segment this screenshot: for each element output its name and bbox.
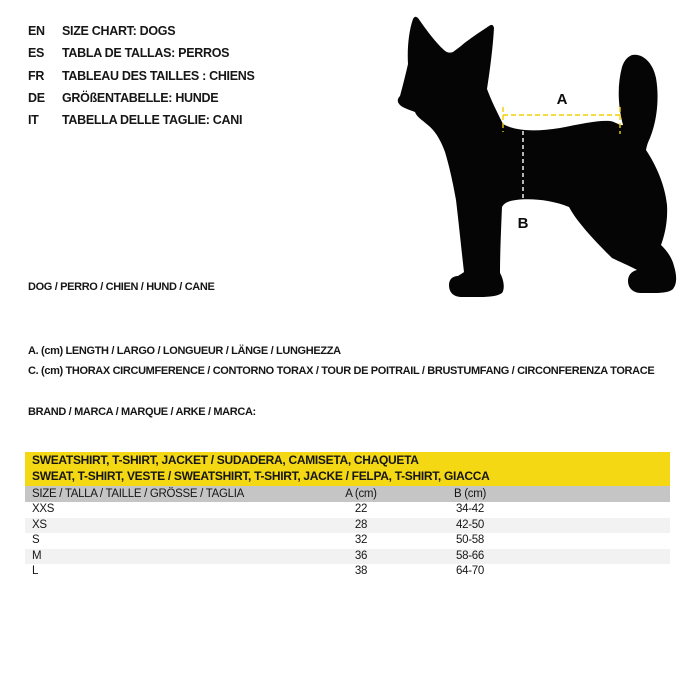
table-row-m — [25, 549, 670, 565]
language-code: IT — [28, 113, 39, 128]
cell-size: S — [32, 534, 40, 546]
table-title — [25, 452, 670, 486]
caption-thorax: C. (cm) THORAX CIRCUMFERENCE / CONTORNO TORAX / TOUR DE POITRAIL / BRUSTUMFANG / CIRCONFERENZA TORACE — [28, 364, 655, 377]
measure-b-label: B — [517, 215, 529, 232]
table-row-l — [25, 564, 670, 580]
language-row-en — [28, 20, 255, 42]
cell-a: 28 — [354, 518, 368, 531]
dog-measurement-diagram — [388, 0, 700, 312]
language-label: TABLA DE TALLAS: PERROS — [62, 46, 230, 61]
language-label: SIZE CHART: DOGS — [62, 24, 176, 38]
measure-a-label: A — [556, 91, 568, 108]
language-row-fr — [28, 65, 255, 87]
caption-length: A. (cm) LENGTH / LARGO / LONGUEUR / LÄNGE / LUNGHEZZA — [28, 345, 341, 357]
table-header-row — [25, 486, 670, 502]
cell-b: 64-70 — [456, 565, 484, 577]
cell-b: 34-42 — [456, 503, 484, 515]
language-code: FR — [28, 68, 45, 83]
table-row-xxs — [25, 502, 670, 518]
table-title-line2: SWEAT, T-SHIRT, VESTE / SWEATSHIRT, T-SHIRT, JACKE / FELPA, T-SHIRT, GIACCA — [32, 468, 490, 483]
size-table — [25, 452, 670, 580]
table-row-s — [25, 533, 670, 549]
language-label: GRÖßENTABELLE: HUNDE — [62, 90, 219, 105]
caption-animal: DOG / PERRO / CHIEN / HUND / CANE — [28, 281, 215, 293]
cell-b: 58-66 — [456, 549, 484, 562]
dog-silhouette-icon — [398, 17, 676, 297]
table-title-line1: SWEATSHIRT, T-SHIRT, JACKET / SUDADERA, CAMISETA, CHAQUETA — [32, 453, 419, 467]
cell-size: XS — [32, 518, 47, 531]
column-header-b: B (cm) — [453, 488, 487, 500]
column-header-size: SIZE / TALLA / TAILLE / GRÖSSE / TAGLIA — [32, 488, 245, 500]
cell-b: 50-58 — [456, 534, 484, 546]
language-label: TABELLA DELLE TAGLIE: CANI — [62, 113, 243, 128]
table-row-xs — [25, 518, 670, 534]
caption-brand: BRAND / MARCA / MARQUE / ARKE / MARCA: — [28, 406, 256, 418]
cell-a: 32 — [354, 534, 368, 546]
column-header-a: A (cm) — [345, 488, 377, 500]
language-row-it — [28, 109, 255, 131]
language-code: ES — [28, 46, 45, 61]
cell-a: 22 — [354, 503, 368, 515]
cell-size: M — [32, 549, 42, 562]
language-code: DE — [28, 90, 45, 105]
cell-a: 36 — [354, 549, 368, 562]
cell-a: 38 — [354, 565, 368, 577]
language-list — [28, 20, 255, 131]
language-label: TABLEAU DES TAILLES : CHIENS — [62, 68, 255, 83]
cell-b: 42-50 — [456, 518, 484, 531]
cell-size: L — [32, 565, 39, 577]
language-row-es — [28, 42, 255, 64]
language-row-de — [28, 87, 255, 109]
language-code: EN — [28, 24, 45, 38]
cell-size: XXS — [32, 503, 55, 515]
